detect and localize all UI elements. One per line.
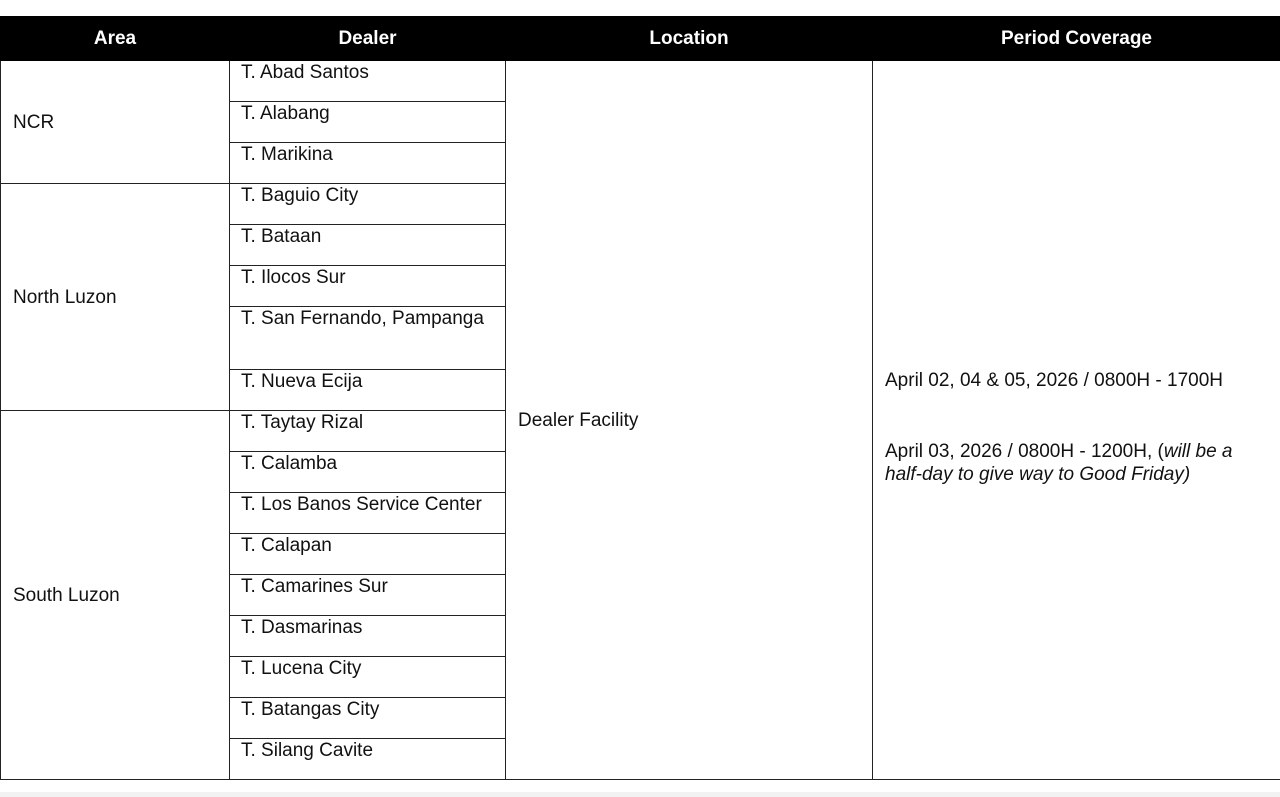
header-dealer: Dealer xyxy=(230,17,506,61)
dealer-cell: T. San Fernando, Pampanga xyxy=(230,307,506,370)
period-line-regular: April 02, 04 & 05, 2026 / 0800H - 1700H xyxy=(885,370,1224,391)
dealer-cell: T. Bataan xyxy=(230,225,506,266)
dealer-cell: T. Lucena City xyxy=(230,657,506,698)
dealer-cell: T. Taytay Rizal xyxy=(230,411,506,452)
header-location: Location xyxy=(506,17,873,61)
dealer-cell: T. Batangas City xyxy=(230,698,506,739)
dealer-cell: T. Calapan xyxy=(230,534,506,575)
dealer-cell: T. Alabang xyxy=(230,102,506,143)
dealer-cell: T. Silang Cavite xyxy=(230,739,506,780)
dealer-cell: T. Marikina xyxy=(230,143,506,184)
period-coverage-cell xyxy=(873,61,1280,780)
dealer-cell: T. Calamba xyxy=(230,452,506,493)
period-line-halfday xyxy=(885,440,1268,486)
area-cell-north-luzon: North Luzon xyxy=(1,184,230,411)
dealer-cell: T. Abad Santos xyxy=(230,61,506,102)
page-bottom-edge xyxy=(0,792,1280,797)
period-halfday-note: will be a half-day to give way to Good Friday) xyxy=(885,441,1233,485)
dealer-cell: T. Baguio City xyxy=(230,184,506,225)
dealer-cell: T. Camarines Sur xyxy=(230,575,506,616)
dealer-schedule-table xyxy=(0,16,1280,780)
dealer-cell: T. Nueva Ecija xyxy=(230,370,506,411)
dealer-cell: T. Los Banos Service Center xyxy=(230,493,506,534)
table-header-row xyxy=(1,17,1280,61)
area-cell-south-luzon: South Luzon xyxy=(1,411,230,780)
header-period-coverage: Period Coverage xyxy=(873,17,1280,61)
table-row xyxy=(1,61,1280,102)
dealer-cell: T. Dasmarinas xyxy=(230,616,506,657)
header-area: Area xyxy=(1,17,230,61)
area-cell-ncr: NCR xyxy=(1,61,230,184)
dealer-cell: T. Ilocos Sur xyxy=(230,266,506,307)
period-halfday-text: April 03, 2026 / 0800H - 1200H, ( xyxy=(885,441,1164,462)
location-cell: Dealer Facility xyxy=(506,61,873,780)
